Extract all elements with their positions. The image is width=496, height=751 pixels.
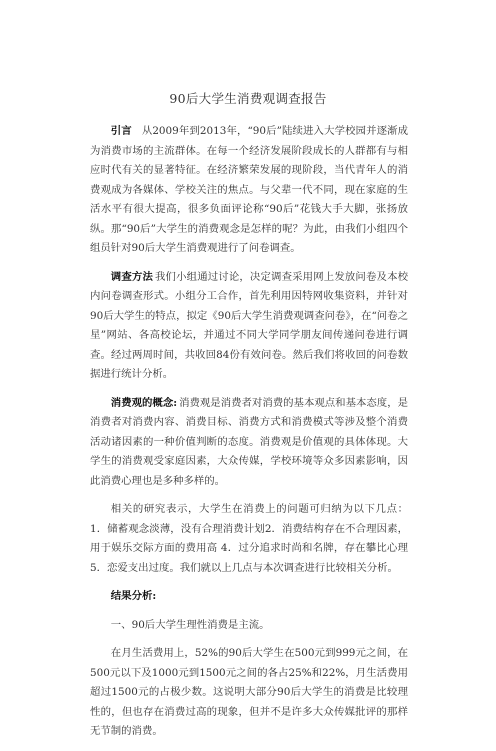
paragraph-lead: 消费观的概念: [110,396,178,409]
paragraph-text: 从2009年到2013年，“90后”陆续进入大学校园并逐渐成为消费市场的主流群体。在每一个经济发展阶段成长的人群都有与相应时代有关的显著特征。在经济繁荣发展的现阶段，当代青年人的消费观成为各媒体、学校关注的焦点。与父辈一代不同，现在家庭的生活水平有很大提高，很多负面评论称“90后”花钱大手大脚，张扬放纵。那“90后”大学生的消费观念是怎样的呢？为此，由我们小组四个组员针对90后大学生消费观进行了问卷调查。 [90,125,408,254]
paragraph-text: 我们小组通过讨论，决定调查采用网上发放问卷及本校内问卷调查形式。小组分工合作，首先利用因特网收集资料，并针对90后大学生的特点，拟定《90后大学生消费观调查问卷》，在“问卷之星”网站、各高校论坛，并通过不同大学同学朋友间传递问卷进行调查。经过两周时间，共收回84份有效问卷。然后我们将收回的问卷数据进行统计分析。 [90,270,409,380]
paragraph-text: 消费观是消费者对消费的基本观点和基本态度，是消费者对消费内容、消费目标、消费方式和消费模式等涉及整个消费活动诸因素的一种价值判断的态度。消费观是价值观的具体体现。大学生的消费观受家庭因素，大众传媒，学校环境等众多因素影响，因此消费心理也是多种多样的。 [90,396,409,487]
paragraph-concept [90,394,408,492]
paragraph-point-one [90,616,408,636]
paragraph-text: 一、90后大学生理性消费是主流。 [110,618,270,631]
paragraph-lead: 调查方法 [110,270,153,283]
paragraph-results-heading [90,587,408,607]
paragraph-monthly-cost [90,644,408,742]
paragraph-text: 相关的研究表示，大学生在消费上的问题可归纳为以下几点：1．储蓄观念淡薄，没有合理消费计划2．消费结构存在不合理因素，用于娱乐交际方面的费用高 4．过分追求时尚和名牌，存在攀比心理 5．恋爱支出过度。我们就以上几点与本次调查进行比较相关分析。 [90,503,408,574]
paragraph-research [90,500,408,578]
section-heading: 结果分析: [110,590,157,602]
paragraph-text: 在月生活费用上，52%的90后大学生在500元到999元之间，在500元以下及1000元到1500元之间的各占25%和22%，月生活费用超过1500元的占极少数。这说明大部分90后大学生的消费是比较理性的，但也存在消费过高的现象，但并不是许多大众传媒批评的那样无节制的消费。 [90,647,408,737]
paragraph-lead: 引言 [110,125,132,137]
paragraph-introduction [90,122,408,259]
document-body [90,122,408,751]
paragraph-method [90,268,408,385]
document-title: 90后大学生消费观调查报告 [169,91,327,106]
